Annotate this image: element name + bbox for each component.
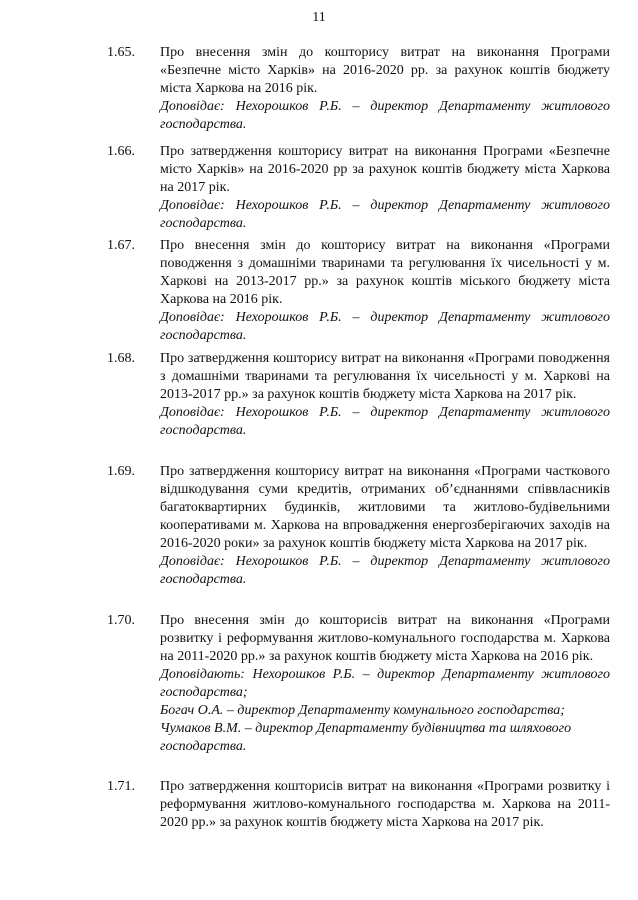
item-title: Про затвердження кошторису витрат на виконання «Програми поводження з домашніми тваринами та регулювання їх чисельності у м. Харкові на 2013-2017 рр.» за рахунок коштів бюджету міста Харкова на 2017 рік. [160,351,610,402]
item-number: 1.68. [107,351,135,366]
item-title: Про затвердження кошторису витрат на виконання Програми «Безпечне місто Харків» на 2016-2020 рр за рахунок коштів бюджету міста Харкова на 2017 рік. [160,144,610,195]
item-title: Про внесення змін до кошторисів витрат на виконання «Програми розвитку і реформування житлово-комунального господарства м. Харкова на 2011-2020 рр.» за рахунок коштів бюджету міста Харкова на 2016 рік. [160,613,610,664]
item-number: 1.71. [107,779,135,794]
item-title: Про затвердження кошторису витрат на виконання «Програми часткового відшкодування суми кредитів, отриманих об’єднаннями співвласників багатоквартирних будинків, житловими та житлово-будівельними кооперативами м. Харкова на впровадження енергозберігаючих заходів на 2016-2020 роки» за рахунок коштів бюджету міста Харкова на 2017 рік. [160,464,610,551]
item-speaker: Доповідає: Нехорошков Р.Б. – директор Департаменту житлового господарства. [160,99,610,132]
item-number: 1.67. [107,238,135,253]
item-speaker: Богач О.А. – директор Департаменту комунального господарства; [160,703,565,718]
item-body [160,143,610,233]
item-number: 1.69. [107,464,135,479]
item-speaker: Доповідають: Нехорошков Р.Б. – директор Департаменту житлового господарства; [160,667,610,700]
page-number: 11 [312,10,326,25]
item-body [160,612,610,756]
item-title: Про внесення змін до кошторису витрат на виконання Програми «Безпечне місто Харків» на 2016-2020 рр. за рахунок коштів бюджету міста Харкова на 2016 рік. [160,45,610,96]
item-number: 1.66. [107,144,135,159]
item-speaker: Доповідає: Нехорошков Р.Б. – директор Департаменту житлового господарства. [160,405,610,438]
item-title: Про затвердження кошторисів витрат на виконання «Програми розвитку і реформування житлово-комунального господарства м. Харкова на 2011-2020 рр.» за рахунок коштів бюджету міста Харкова на 2017 рік. [160,779,610,830]
item-number: 1.65. [107,45,135,60]
item-speaker: Доповідає: Нехорошков Р.Б. – директор Департаменту житлового господарства. [160,554,610,587]
item-body [160,237,610,345]
item-number: 1.70. [107,613,135,628]
item-body [160,44,610,134]
item-speaker: Доповідає: Нехорошков Р.Б. – директор Департаменту житлового господарства. [160,310,610,343]
item-body [160,463,610,589]
item-body [160,350,610,440]
item-title: Про внесення змін до кошторису витрат на виконання «Програми поводження з домашніми тваринами та регулювання їх чисельності у м. Харкові на 2013-2017 рр.» за рахунок коштів міського бюджету міста Харкова на 2016 рік. [160,238,610,307]
item-speaker: Доповідає: Нехорошков Р.Б. – директор Департаменту житлового господарства. [160,198,610,231]
item-body [160,778,610,832]
item-speaker: Чумаков В.М. – директор Департаменту будівництва та шляхового господарства. [160,721,572,754]
